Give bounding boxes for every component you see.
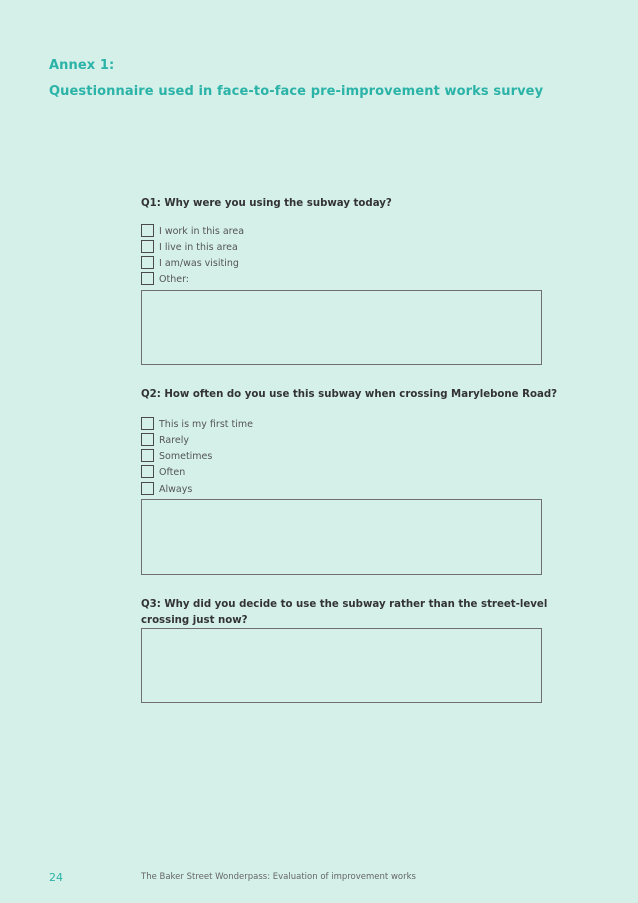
annex-label: Annex 1: xyxy=(49,58,115,73)
checkbox[interactable] xyxy=(141,465,154,478)
option-label: Other: xyxy=(159,274,190,285)
q3-answer-box[interactable] xyxy=(141,628,542,703)
option-label: I live in this area xyxy=(159,242,238,253)
checkbox[interactable] xyxy=(141,449,154,462)
q1-other-answer-box[interactable] xyxy=(141,290,542,365)
checkbox[interactable] xyxy=(141,417,154,430)
option-label: I am/was visiting xyxy=(159,258,239,269)
checkbox[interactable] xyxy=(141,272,154,285)
option-label: Often xyxy=(159,467,186,478)
checkbox[interactable] xyxy=(141,433,154,446)
q2-answer-box[interactable] xyxy=(141,499,542,575)
page-number: 24 xyxy=(49,871,63,884)
question-1-text: Q1: Why were you using the subway today? xyxy=(141,198,392,209)
footer-doc-title: The Baker Street Wonderpass: Evaluation of improvement works xyxy=(141,872,416,882)
question-2-text: Q2: How often do you use this subway when crossing Marylebone Road? xyxy=(141,389,558,400)
option-label: This is my first time xyxy=(159,419,253,430)
checkbox[interactable] xyxy=(141,482,154,495)
option-label: Always xyxy=(159,484,193,495)
checkbox[interactable] xyxy=(141,224,154,237)
checkbox[interactable] xyxy=(141,256,154,269)
option-label: Sometimes xyxy=(159,451,213,462)
checkbox[interactable] xyxy=(141,240,154,253)
option-label: I work in this area xyxy=(159,226,245,237)
page-title: Questionnaire used in face-to-face pre-improvement works survey xyxy=(49,84,544,99)
option-label: Rarely xyxy=(159,435,190,446)
question-3-text: Q3: Why did you decide to use the subway rather than the street-level crossing just now? xyxy=(141,599,548,626)
